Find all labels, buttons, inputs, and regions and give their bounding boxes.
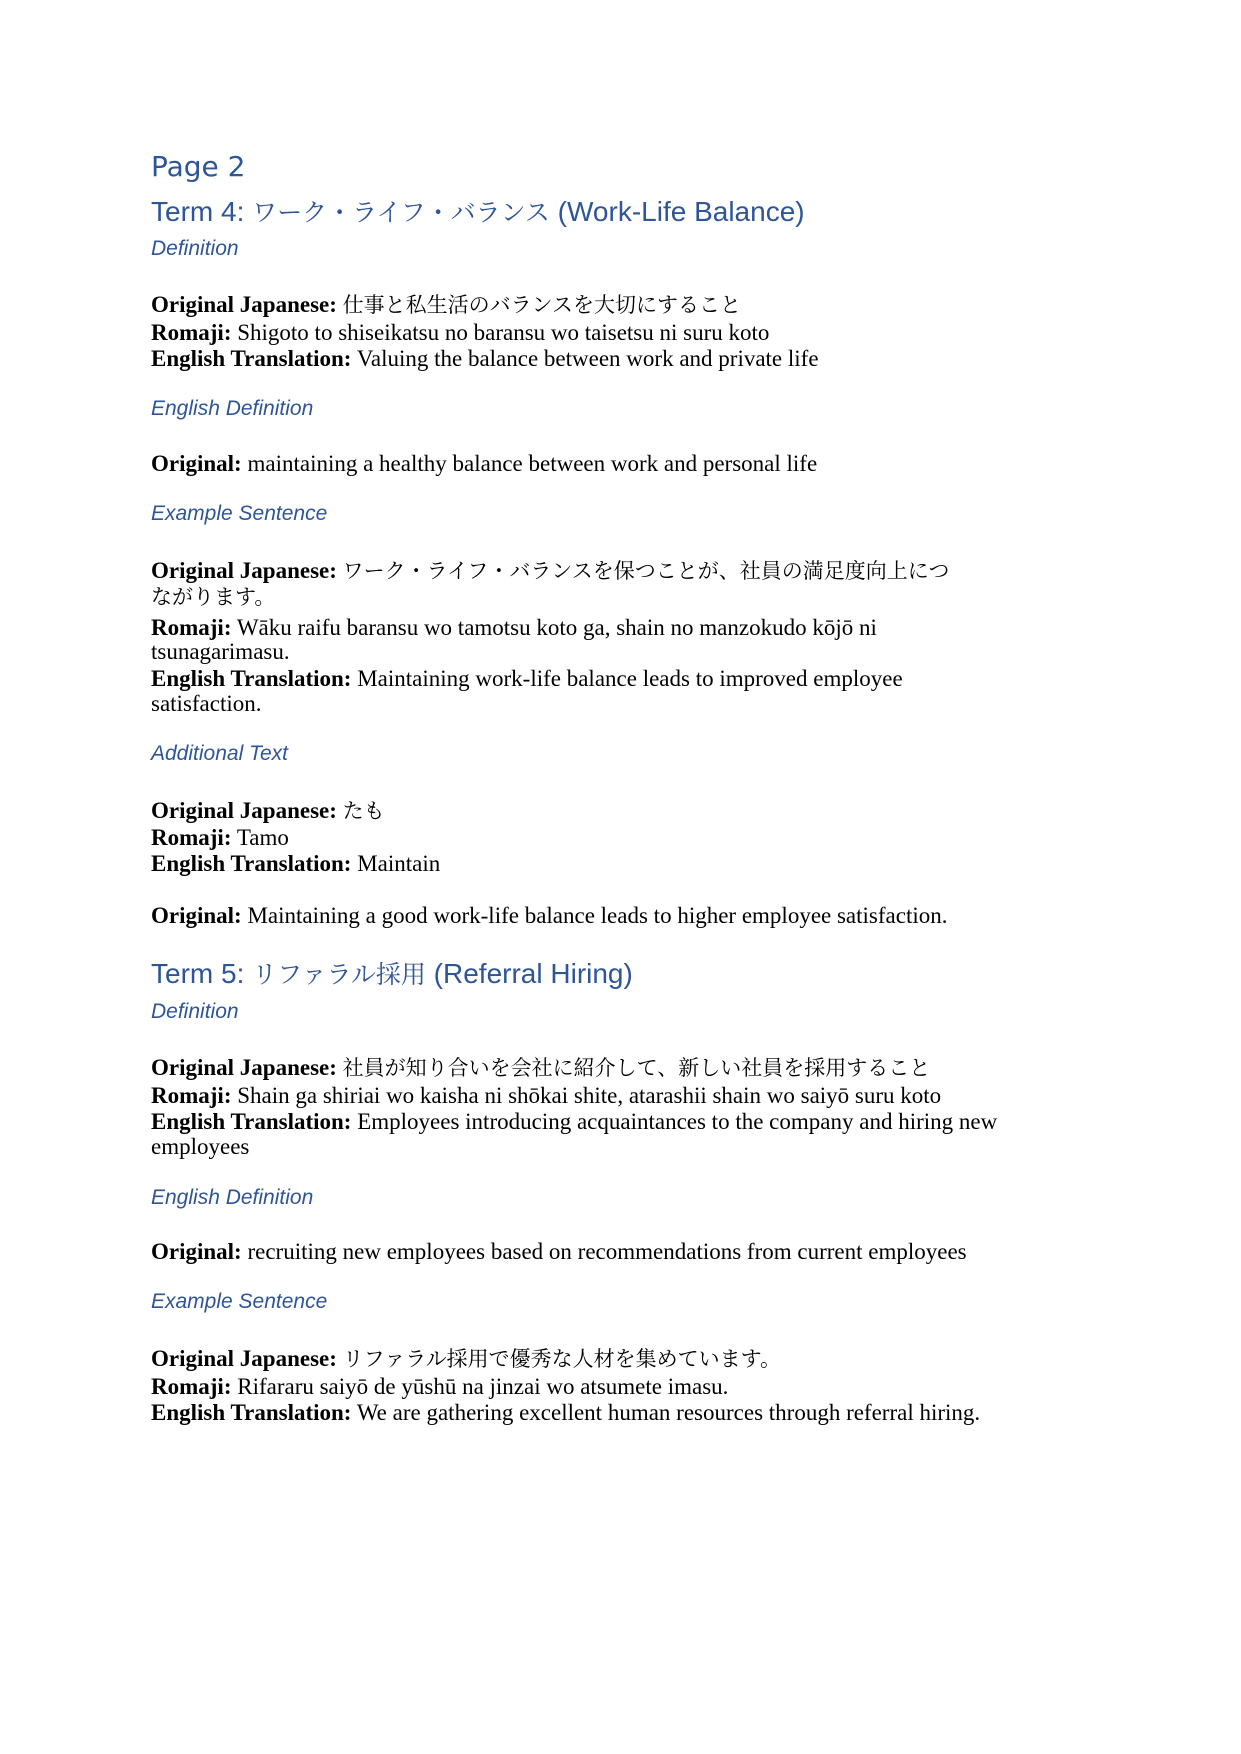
term-5-english: (Referral Hiring): [425, 958, 633, 989]
term-5-definition-japanese: [151, 1053, 930, 1083]
term-4-definition-romaji: [151, 318, 769, 347]
field-label: English Translation:: [151, 851, 352, 876]
field-value: 仕事と私生活のバランスを大切にすること: [342, 293, 742, 317]
term-4-definition-english: [151, 344, 819, 373]
field-label: Romaji:: [151, 320, 232, 345]
term-5-definition-label: Definition: [151, 1000, 239, 1023]
term-5-japanese: リファラル採用: [252, 960, 426, 989]
field-value: Maintaining a good work-life balance leads to higher employee satisfaction.: [247, 903, 948, 928]
field-value: 社員が知り合いを会社に紹介して、新しい社員を採用すること: [342, 1056, 931, 1080]
term-4-example-label: Example Sentence: [151, 502, 328, 525]
field-value: maintaining a healthy balance between work and personal life: [247, 451, 818, 476]
term-4-english-definition-label: English Definition: [151, 397, 314, 420]
field-value: Valuing the balance between work and private life: [356, 346, 819, 371]
term-5-prefix: Term 5:: [151, 958, 253, 989]
term-4-example-romaji-cont: tsunagarimasu.: [151, 639, 290, 664]
term-4-additional-original: [151, 901, 947, 930]
field-label: Original:: [151, 903, 242, 928]
field-label: Original:: [151, 451, 242, 476]
term-4-heading: [151, 193, 805, 229]
field-label: Romaji:: [151, 1083, 232, 1108]
term-5-example-english: [151, 1398, 980, 1427]
field-label: Original Japanese:: [151, 1055, 337, 1080]
term-4-english-definition: [151, 449, 817, 478]
field-value: Maintaining work-life balance leads to improved employee: [357, 666, 903, 691]
term-5-definition-english: [151, 1107, 997, 1136]
term-4-example-english-cont: satisfaction.: [151, 691, 262, 716]
term-4-example-english: [151, 664, 903, 693]
field-value: ワーク・ライフ・バランスを保つことが、社員の満足度向上につ: [342, 559, 950, 583]
field-label: English Translation:: [151, 1400, 352, 1425]
term-4-additional-label: Additional Text: [151, 742, 288, 765]
field-label: Original:: [151, 1239, 242, 1264]
field-label: Romaji:: [151, 1374, 232, 1399]
field-label: Original Japanese:: [151, 292, 337, 317]
term-5-definition-english-cont: employees: [151, 1134, 250, 1159]
term-5-definition-romaji: [151, 1081, 941, 1110]
term-4-english: (Work-Life Balance): [549, 196, 805, 227]
term-5-heading: [151, 955, 633, 991]
term-4-additional-romaji: [151, 823, 289, 852]
field-value: リファラル採用で優秀な人材を集めています。: [342, 1347, 781, 1371]
term-4-additional-english: [151, 849, 440, 878]
field-value: We are gathering excellent human resources through referral hiring.: [356, 1400, 981, 1425]
field-value: Maintain: [357, 851, 441, 876]
field-label: Romaji:: [151, 615, 232, 640]
field-label: Romaji:: [151, 825, 232, 850]
term-5-english-definition-label: English Definition: [151, 1186, 314, 1209]
term-4-example-japanese-cont: ながります。: [151, 585, 276, 609]
field-label: Original Japanese:: [151, 558, 337, 583]
field-label: Original Japanese:: [151, 1346, 337, 1371]
field-value: Shain ga shiriai wo kaisha ni shōkai shite, atarashii shain wo saiyō suru koto: [237, 1083, 942, 1108]
term-4-example-japanese: [151, 556, 949, 586]
field-label: English Translation:: [151, 666, 352, 691]
field-value: recruiting new employees based on recommendations from current employees: [247, 1239, 967, 1264]
field-label: English Translation:: [151, 346, 352, 371]
term-4-additional-japanese: [151, 796, 385, 826]
term-5-english-definition: [151, 1237, 967, 1266]
field-value: Tamo: [236, 825, 289, 850]
term-4-definition-label: Definition: [151, 237, 239, 260]
field-value: Shigoto to shiseikatsu no baransu wo taisetsu ni suru koto: [237, 320, 770, 345]
field-label: Original Japanese:: [151, 798, 337, 823]
field-value: Rifararu saiyō de yūshū na jinzai wo atsumete imasu.: [237, 1374, 729, 1399]
term-4-prefix: Term 4:: [151, 196, 253, 227]
term-5-example-label: Example Sentence: [151, 1290, 328, 1313]
field-value: Employees introducing acquaintances to the company and hiring new: [357, 1109, 998, 1134]
field-value: たも: [342, 799, 385, 823]
term-4-japanese: ワーク・ライフ・バランス: [252, 198, 550, 227]
field-label: English Translation:: [151, 1109, 352, 1134]
term-5-example-japanese: [151, 1344, 781, 1374]
field-value: Wāku raifu baransu wo tamotsu koto ga, shain no manzokudo kōjō ni: [236, 615, 877, 640]
term-4-definition-japanese: [151, 290, 741, 320]
page-title: Page 2: [151, 150, 246, 183]
term-5-example-romaji: [151, 1372, 728, 1401]
